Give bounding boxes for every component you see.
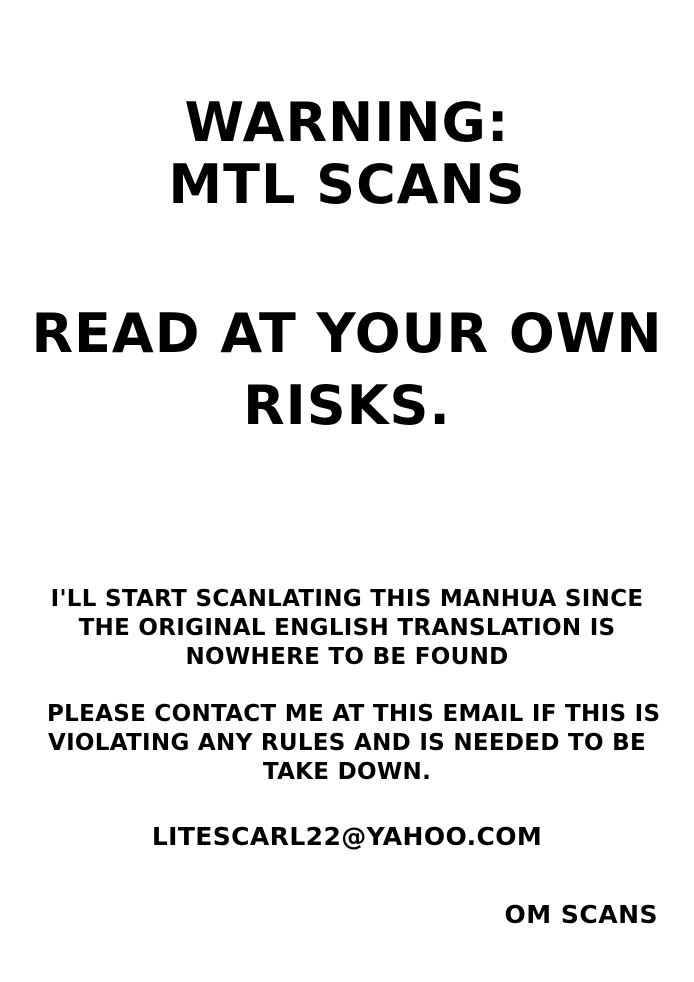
warning-headline xyxy=(0,92,694,216)
takedown-notice-line-3: TAKE DOWN. xyxy=(262,759,432,785)
warning-subheadline-line-2: RISKS. xyxy=(243,374,451,437)
warning-headline-line-2: MTL SCANS xyxy=(168,153,526,216)
warning-subheadline-line-1: READ AT YOUR OWN xyxy=(31,302,663,365)
takedown-notice-line-1: PLEASE CONTACT ME AT THIS EMAIL IF THIS IS xyxy=(47,701,661,727)
disclaimer-line-3: NOWHERE TO BE FOUND xyxy=(185,644,509,670)
contact-email: LITESCARL22@YAHOO.COM xyxy=(151,822,543,851)
warning-headline-line-1: WARNING: xyxy=(184,91,510,154)
takedown-notice-line-2: VIOLATING ANY RULES AND IS NEEDED TO BE xyxy=(47,730,647,756)
takedown-notice-paragraph xyxy=(47,700,661,787)
disclaimer-paragraph xyxy=(47,585,647,672)
disclaimer-line-1: I'LL START SCANLATING THIS MANHUA SINCE xyxy=(50,586,644,612)
warning-subheadline xyxy=(0,298,694,442)
disclaimer-line-2: THE ORIGINAL ENGLISH TRANSLATION IS xyxy=(78,615,616,641)
scanlation-group-signature: OM SCANS xyxy=(504,900,658,929)
